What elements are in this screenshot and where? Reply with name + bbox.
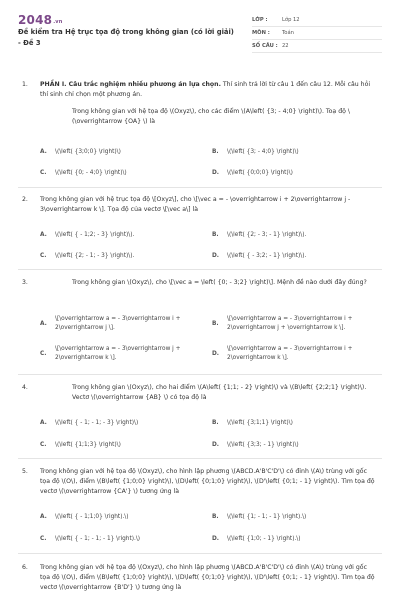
option-text: \(\left( { - 1; - 1; - 3} \right)\) xyxy=(55,420,139,426)
section-instruction: Thí sinh trả lời từ câu 1 đến câu 12. Mỗi câu hỏi thí sinh chỉ chọn một phương án. xyxy=(40,81,371,98)
option-text: \(\left( { - 1;1;0} \right).\) xyxy=(55,514,129,520)
option-text: \(\left( {0; - 4;0} \right)\) xyxy=(55,170,127,176)
question-stem: Trong không gian với hệ tọa độ \(Oxyz\), cho hình lập phương \(ABCD.A'B'C'D'\) có đỉnh \(A\) trùng với gốc tọa độ \(O\), điểm \(B\left( {1;0;0} \right)\), \(D\left( {0;1;0} \right)\), \(D'\left( {0;1; - 1} \right)\). Tìm tọa độ vectơ \(\overrightarrow {CA'} \) tương ứng là xyxy=(40,468,375,495)
divider xyxy=(18,269,382,270)
meta-value: 22 xyxy=(282,43,289,49)
option-label: A. xyxy=(40,514,47,520)
option-text: \(\left( {2; - 3; - 1} \right)\). xyxy=(227,232,307,238)
option-label: D. xyxy=(212,442,220,448)
option-text: \(\left( {3; - 4;0} \right)\) xyxy=(227,149,299,155)
question-stem: Trong không gian \(Oxyz\), cho hai điểm \(A\left( {1;1; - 2} \right)\) và \(B\left( {2;2;1} \right)\). Vectơ \(\overrightarrow {AB} \) có tọa độ là xyxy=(72,384,367,401)
question-stem: Trong không gian với hệ trục tọa độ \[Oxyz\], cho \[\vec a = - \overrightarrow i + 2\overrightarrow j - 3\overrightarrow k \]. Tọa độ của vectơ \[\vec a\] là xyxy=(40,196,351,213)
question-body: Trong không gian với hệ tọa độ \(Oxyz\), cho các điểm \(A\left( {3; - 4;0} \right)\). Toạ độ \(\overrightarrow {OA} \) là xyxy=(72,108,350,125)
option-label: B. xyxy=(212,149,219,155)
question-number: 6. xyxy=(22,564,28,571)
question-stem xyxy=(40,80,376,100)
option-text: \(\left( { - 3;2; - 1} \right)\). xyxy=(227,253,307,259)
meta-key: SỐ CÂU : xyxy=(252,43,278,49)
option-label: B. xyxy=(212,232,219,238)
question-number: 4. xyxy=(22,384,28,391)
divider xyxy=(18,187,382,188)
meta-value: Lớp 12 xyxy=(282,17,300,23)
question-stem: Trong không gian với hệ tọa độ \(Oxyz\), cho hình lập phương \(ABCD.A'B'C'D'\) có đỉnh \(A\) trùng với gốc tọa độ \(O\), điểm \(B\left( {1;0;0} \right)\), \(D\left( {0;1;0} \right)\), \(D'\left( {0;1; - 1} \right)\). Tìm tọa độ vectơ \(\overrightarrow {B'D'} \) tương ứng là xyxy=(40,564,375,591)
page-header xyxy=(0,0,400,62)
option-label: C. xyxy=(40,351,47,357)
option-text: \(\left( {1; - 1; - 1} \right).\) xyxy=(227,514,307,520)
meta-row-count xyxy=(252,40,382,53)
meta-value: Toán xyxy=(282,30,294,36)
option-label: C. xyxy=(40,536,47,542)
question-number: 2. xyxy=(22,196,28,203)
option-text: \[\overrightarrow a = - 3\overrightarrow i + 2\overrightarrow j + \overrightarrow k \]. xyxy=(227,316,353,331)
option-label: A. xyxy=(40,420,47,426)
option-text: \(\left( {3;1;1} \right)\) xyxy=(227,420,293,426)
option-text: \(\left( {1;1;3} \right)\) xyxy=(55,442,121,448)
meta-row-class xyxy=(252,14,382,27)
option-text: \(\left( {1;0; - 1} \right).\) xyxy=(227,536,301,542)
option-label: B. xyxy=(212,321,219,327)
option-label: C. xyxy=(40,253,47,259)
option-label: D. xyxy=(212,170,220,176)
meta-key: LỚP : xyxy=(252,17,268,23)
divider xyxy=(18,374,382,375)
option-label: A. xyxy=(40,232,47,238)
divider xyxy=(18,458,382,459)
page-title: Đề kiểm tra Hệ trục tọa độ trong không gian (có lời giải) - Đề 3 xyxy=(18,28,234,47)
option-text: \(\left( {3;3; - 1} \right)\) xyxy=(227,442,299,448)
option-text: \[\overrightarrow a = - 3\overrightarrow i + 2\overrightarrow j \]. xyxy=(55,316,181,331)
option-text: \(\left( { - 1;2; - 3} \right)\). xyxy=(55,232,135,238)
option-text: \[\overrightarrow a = - 3\overrightarrow j + 2\overrightarrow k \]. xyxy=(55,346,181,361)
option-label: B. xyxy=(212,420,219,426)
option-text: \(\left( {2; - 1; - 3} \right)\). xyxy=(55,253,135,259)
option-text: \[\overrightarrow a = - 3\overrightarrow i + 2\overrightarrow k \]. xyxy=(227,346,353,361)
exam-meta xyxy=(252,14,382,53)
question-number: 1. xyxy=(22,81,28,88)
meta-row-subject xyxy=(252,27,382,40)
option-label: B. xyxy=(212,514,219,520)
question-stem: Trong không gian \(Oxyz\), cho \[\vec a = \left( {0; - 3;2} \right)\]. Mệnh đề nào dưới đây đúng? xyxy=(72,279,367,286)
option-label: D. xyxy=(212,536,220,542)
option-label: C. xyxy=(40,170,47,176)
option-text: \(\left( {0;0;0} \right)\) xyxy=(227,170,293,176)
option-label: A. xyxy=(40,149,47,155)
divider xyxy=(18,553,382,554)
logo-suffix: .vn xyxy=(53,19,63,25)
section-heading: PHẦN I. Câu trắc nghiệm nhiều phương án lựa chọn. xyxy=(40,81,221,88)
option-text: \(\left( {3;0;0} \right)\) xyxy=(55,149,121,155)
option-label: C. xyxy=(40,442,47,448)
option-label: A. xyxy=(40,321,47,327)
site-logo[interactable]: 2048.vn xyxy=(18,13,63,27)
question-number: 3. xyxy=(22,279,28,286)
option-label: D. xyxy=(212,351,220,357)
question-number: 5. xyxy=(22,468,28,475)
option-label: D. xyxy=(212,253,220,259)
option-text: \(\left( { - 1; - 1; - 1} \right).\) xyxy=(55,536,141,542)
meta-key: MÔN : xyxy=(252,30,270,36)
